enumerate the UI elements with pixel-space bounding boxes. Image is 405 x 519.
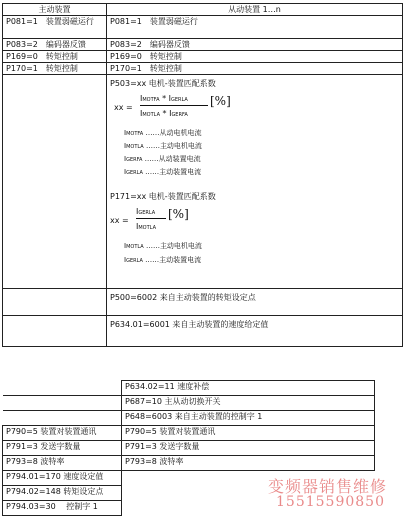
empty-cell bbox=[3, 75, 107, 289]
p171-title: P171=xx 电机-装置匹配系数 bbox=[110, 192, 216, 201]
empty-cell bbox=[3, 395, 122, 410]
cell-p634: P634.01=6001 来自主动装置的速度给定值 bbox=[107, 316, 403, 347]
formula-row bbox=[3, 75, 403, 289]
cell-slave: P790=5 装置对装置通讯 bbox=[122, 425, 375, 440]
empty-cell bbox=[3, 410, 122, 425]
table-row bbox=[3, 440, 375, 455]
cell-master: P794.03=30 控制字 1 bbox=[3, 500, 122, 515]
top-param-table bbox=[2, 3, 403, 347]
p503-legend-item: IMOTLA ……主动电机电流 bbox=[124, 142, 202, 150]
cell-right: P648=6003 来自主动装置的控制字 1 bbox=[122, 410, 375, 425]
header-slave: 从动装置 1…n bbox=[107, 4, 403, 16]
p171-lhs: xx = bbox=[110, 216, 129, 225]
cell-p500: P500=6002 来自主动装置的转矩设定点 bbox=[107, 289, 403, 316]
table-row bbox=[3, 410, 375, 425]
p503-legend-item: IGERLA ……主动装置电流 bbox=[124, 168, 202, 176]
table-row bbox=[3, 289, 403, 316]
cell-master: P791=3 发送字数量 bbox=[3, 440, 122, 455]
p503-fraction-line bbox=[140, 105, 208, 106]
cell-right: P687=10 主从动切换开关 bbox=[122, 395, 375, 410]
watermark-phone: 15515590850 bbox=[276, 494, 385, 510]
cell-slave: P169=0 转矩控制 bbox=[107, 51, 403, 63]
p171-unit: [%] bbox=[168, 207, 189, 221]
p171-denominator: IMOTLA bbox=[136, 222, 156, 231]
cell-master: P081=1 装置弱磁运行 bbox=[3, 16, 107, 39]
cell-master: P169=0 转矩控制 bbox=[3, 51, 107, 63]
p503-legend-item: IGERFA ……从动装置电流 bbox=[124, 155, 201, 163]
table-header-row bbox=[3, 4, 403, 16]
cell-slave: P170=1 转矩控制 bbox=[107, 63, 403, 75]
formula-cell bbox=[107, 75, 403, 289]
empty-cell bbox=[3, 316, 107, 347]
cell-slave: P083=2 编码器反馈 bbox=[107, 39, 403, 51]
header-master: 主动装置 bbox=[3, 4, 107, 16]
cell-right: P634.02=11 速度补偿 bbox=[122, 381, 375, 396]
cell-master: P170=1 转矩控制 bbox=[3, 63, 107, 75]
table-row bbox=[3, 39, 403, 51]
table-row bbox=[3, 16, 403, 39]
watermark-text: 变频器销售维修 bbox=[268, 477, 388, 496]
cell-slave: P793=8 波特率 bbox=[122, 455, 375, 470]
cell-master: P794.02=148 转矩设定点 bbox=[3, 485, 122, 500]
table-row bbox=[3, 381, 375, 396]
cell-slave: P791=3 发送字数量 bbox=[122, 440, 375, 455]
cell-master: P793=8 波特率 bbox=[3, 455, 122, 470]
cell-master: P083=2 编码器反馈 bbox=[3, 39, 107, 51]
p503-title: P503=xx 电机-装置匹配系数 bbox=[110, 79, 216, 88]
p171-numerator: IGERLA bbox=[136, 207, 156, 216]
p503-unit: [%] bbox=[210, 94, 231, 108]
p503-lhs: xx = bbox=[114, 103, 133, 112]
cell-master: P794.01=170 速度设定值 bbox=[3, 470, 122, 485]
table-row bbox=[3, 395, 375, 410]
p503-denominator: IMOTLA * IGERFA bbox=[140, 109, 188, 118]
p171-fraction-line bbox=[136, 218, 166, 219]
cell-master: P790=5 装置对装置通讯 bbox=[3, 425, 122, 440]
table-row bbox=[3, 51, 403, 63]
cell-slave: P081=1 装置弱磁运行 bbox=[107, 16, 403, 39]
p171-legend-item: IGERLA ……主动装置电流 bbox=[124, 256, 202, 264]
p503-legend-item: IMOTFA ……从动电机电流 bbox=[124, 129, 202, 137]
p171-legend-item: IMOTLA ……主动电机电流 bbox=[124, 242, 202, 250]
table-row bbox=[3, 316, 403, 347]
empty-cell bbox=[3, 381, 122, 396]
table-row bbox=[3, 455, 375, 470]
table-row bbox=[3, 425, 375, 440]
p503-numerator: IMOTFA * IGERLA bbox=[140, 94, 188, 103]
empty-cell bbox=[3, 289, 107, 316]
table-row bbox=[3, 63, 403, 75]
